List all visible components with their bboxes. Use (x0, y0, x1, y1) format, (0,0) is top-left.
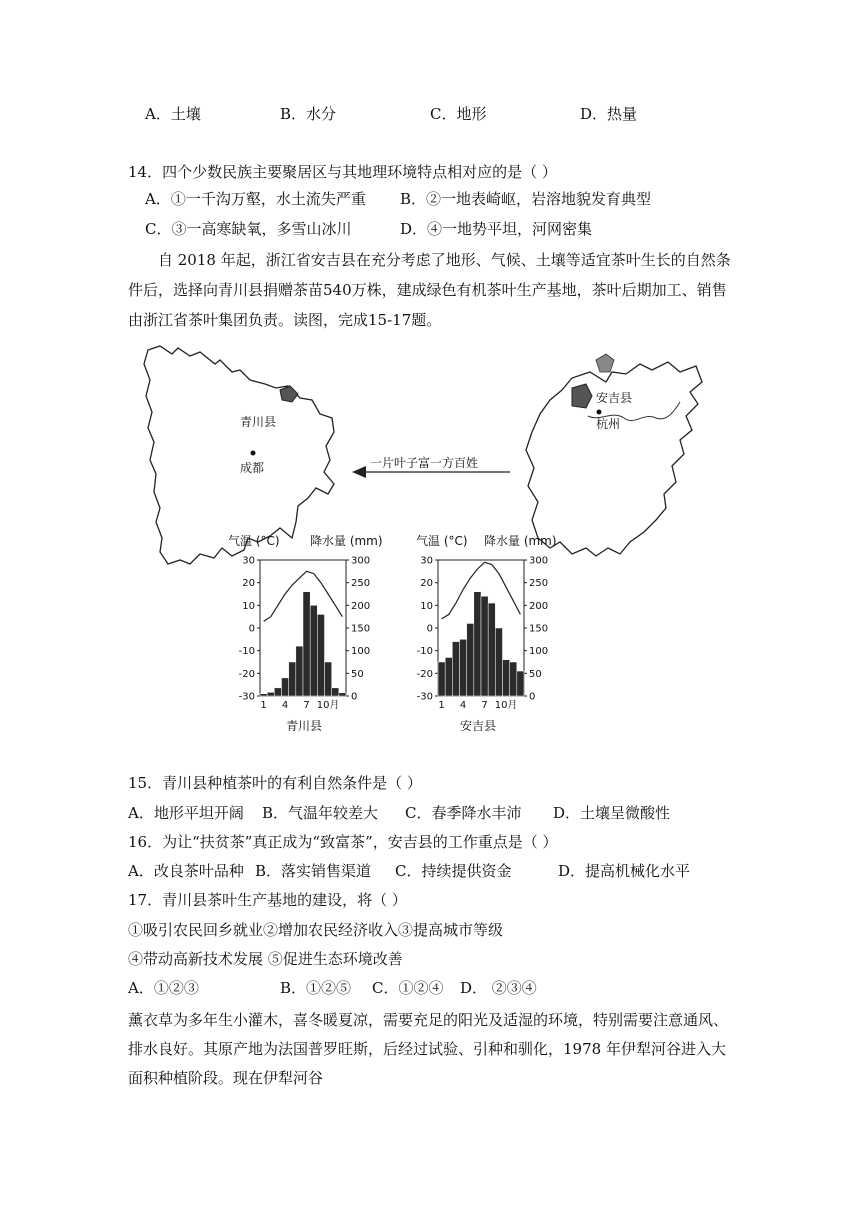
hangzhou-dot (597, 410, 602, 415)
climate-chart-anji (416, 533, 557, 733)
chart2-title: 安吉县 (460, 719, 497, 733)
chart1-left-tick-label: 30 (242, 555, 255, 567)
q13-option-d: D．热量 (580, 105, 638, 123)
q17-stem: 17．青川县茶叶生产基地的建设，将（ ） (128, 891, 407, 909)
passage1-line1: 自 2018 年起，浙江省安吉县在充分考虑了地形、气候、土壤等适宜茶叶生长的自然条 (158, 251, 731, 269)
chart1-right-tick-label: 0 (351, 691, 358, 703)
chart1-precip-bar-1 (260, 694, 267, 696)
chart2-left-tick-label: 30 (420, 555, 433, 567)
q13-option-a: A．土壤 (145, 105, 201, 123)
chart1-right-tick-label: 200 (351, 600, 371, 612)
chart2-x-tick-label: 4 (459, 700, 467, 711)
chart1-precip-bar-10 (325, 662, 332, 696)
chart2-right-tick-label: 0 (529, 691, 536, 703)
chart1-precip-bar-4 (282, 678, 289, 696)
passage1-line2: 件后，选择向青川县捐赠茶苗540万株，建成绿色有机茶叶生产基地，茶叶后期加工、销售 (128, 281, 727, 299)
q17-option-b: B．①②⑤ (280, 979, 352, 997)
chengdu-map-label: 成都 (240, 461, 265, 475)
q16-stem: 16．为让“扶贫茶”真正成为“致富茶”，安吉县的工作重点是（ ） (128, 833, 558, 851)
q15-option-b: B．气温年较差大 (262, 804, 379, 822)
chart1-precip-bar-5 (289, 662, 296, 696)
q14-option-d: D．④一地势平坦，河网密集 (400, 220, 593, 238)
q16-option-c: C．持续提供资金 (395, 862, 512, 880)
chart1-left-axis-label: 气温 (°C) (228, 534, 280, 548)
chart2-left-axis-label: 气温 (°C) (416, 534, 468, 548)
q16-option-b: B．落实销售渠道 (255, 862, 372, 880)
chart2-precip-bar-9 (495, 628, 502, 696)
chart2-right-tick-label: 300 (529, 555, 549, 567)
chart1-left-tick-label: 10 (242, 600, 255, 612)
anji-region-marker (572, 384, 592, 408)
chart2-precip-bar-11 (510, 662, 517, 696)
chart2-precip-bar-2 (445, 657, 452, 696)
chart2-left-tick-label: -20 (416, 668, 433, 680)
chart1-precip-bar-8 (310, 605, 317, 696)
q15-option-c: C．春季降水丰沛 (405, 804, 522, 822)
chart2-precip-bar-6 (474, 592, 481, 696)
passage2-line2: 排水良好。其原产地为法国普罗旺斯，后经过试验、引种和驯化，1978 年伊犁河谷进入大 (128, 1040, 726, 1058)
chart2-precip-bar-12 (517, 671, 524, 696)
chart1-x-tick-label: 10月 (316, 700, 340, 711)
chart2-right-tick-label: 150 (529, 623, 549, 635)
chart2-precip-bar-3 (452, 642, 459, 696)
passage2-line1: 薰衣草为多年生小灌木，喜冬暖夏凉，需要充足的阳光及适湿的环境，特别需要注意通风、 (128, 1011, 729, 1029)
chart2-left-tick-label: -30 (416, 691, 433, 703)
chart2-right-axis-label: 降水量 (mm) (484, 534, 557, 548)
chart1-left-tick-label: -20 (238, 668, 255, 680)
q14-option-c: C．③一高寒缺氧，多雪山冰川 (145, 220, 352, 238)
q15-option-a: A．地形平坦开阔 (128, 804, 244, 822)
q17-option-a: A．①②③ (128, 979, 199, 997)
q17-option-c: C．①②④ (372, 979, 444, 997)
qingchuan-region-marker (280, 386, 298, 402)
q17-option-d: D． ②③④ (460, 979, 537, 997)
chart1-precip-bar-2 (267, 692, 274, 696)
q15-option-d: D．土壤呈微酸性 (553, 804, 671, 822)
chart1-x-tick-label: 4 (281, 700, 289, 711)
q16-option-a: A．改良茶叶品种 (128, 862, 244, 880)
chart1-precip-bar-9 (317, 614, 324, 696)
chart1-left-tick-label: 20 (242, 578, 255, 590)
q14-option-a: A．①一千沟万壑，水土流失严重 (145, 190, 366, 208)
chart1-right-tick-label: 100 (351, 646, 371, 658)
figure-maps-and-climate-charts (120, 342, 710, 740)
chart2-right-tick-label: 100 (529, 646, 549, 658)
chart1-left-tick-label: -30 (238, 691, 255, 703)
chart1-x-tick-label: 1 (260, 700, 267, 711)
chart2-x-tick-label: 7 (481, 700, 488, 711)
anji-map-label: 安吉县 (596, 391, 633, 405)
chart1-left-tick-label: -10 (238, 646, 255, 658)
arrow-head-icon (352, 466, 366, 478)
taihu-lake (596, 354, 614, 372)
chart1-precip-bar-3 (274, 688, 281, 696)
q14-stem: 14．四个少数民族主要聚居区与其地理环境特点相对应的是（ ） (128, 163, 557, 181)
q13-option-c: C．地形 (430, 105, 487, 123)
chart2-precip-bar-4 (460, 639, 467, 696)
chart2-left-tick-label: 20 (420, 578, 433, 590)
chart1-precip-bar-12 (339, 693, 346, 696)
chart2-precip-bar-7 (481, 596, 488, 696)
q16-option-d: D．提高机械化水平 (558, 862, 691, 880)
passage2-line3: 面积种植阶段。现在伊犁河谷 (128, 1069, 324, 1087)
passage1-line3: 由浙江省茶叶集团负责。读图，完成15-17题。 (128, 311, 442, 329)
chart1-x-tick-label: 7 (303, 700, 310, 711)
q13-option-b: B．水分 (280, 105, 337, 123)
chart1-right-tick-label: 250 (351, 578, 371, 590)
chart2-left-tick-label: 0 (426, 623, 433, 635)
hangzhou-map-label: 杭州 (596, 417, 621, 431)
chart2-precip-bar-5 (467, 623, 474, 696)
chart2-x-tick-label: 1 (438, 700, 445, 711)
qingchuan-map-label: 青川县 (240, 415, 277, 429)
sichuan-map-outline (144, 346, 334, 564)
chart2-precip-bar-1 (438, 662, 445, 696)
arrow-caption: 一片叶子富一方百姓 (370, 456, 479, 470)
chart1-precip-bar-7 (303, 592, 310, 696)
chart1-precip-bar-11 (332, 688, 339, 696)
chart2-right-tick-label: 200 (529, 600, 549, 612)
chart2-precip-bar-8 (488, 603, 495, 696)
chart2-x-tick-label: 10月 (494, 700, 518, 711)
chart1-right-axis-label: 降水量 (mm) (310, 534, 383, 548)
chart1-right-tick-label: 50 (351, 668, 364, 680)
chart2-precip-bar-10 (503, 660, 510, 696)
chart2-left-tick-label: 10 (420, 600, 433, 612)
chart1-precip-bar-6 (296, 646, 303, 696)
chart2-right-tick-label: 250 (529, 578, 549, 590)
q15-stem: 15．青川县种植茶叶的有利自然条件是（ ） (128, 774, 422, 792)
climate-chart-qingchuan (228, 533, 383, 733)
q17-items-line2: ④带动高新技术发展 ⑤促进生态环境改善 (128, 950, 403, 968)
chart2-left-tick-label: -10 (416, 646, 433, 658)
chart2-right-tick-label: 50 (529, 668, 542, 680)
chart1-right-tick-label: 150 (351, 623, 371, 635)
chart1-title: 青川县 (286, 719, 323, 733)
q14-option-b: B．②一地表崎岖，岩溶地貌发育典型 (400, 190, 652, 208)
chengdu-dot (251, 451, 256, 456)
q17-items-line1: ①吸引农民回乡就业②增加农民经济收入③提高城市等级 (128, 921, 504, 939)
chart1-left-tick-label: 0 (248, 623, 255, 635)
chart1-right-tick-label: 300 (351, 555, 371, 567)
